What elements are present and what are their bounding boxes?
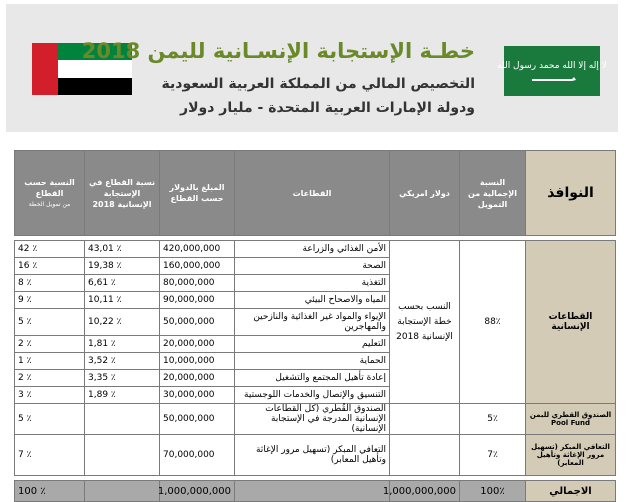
total-sector <box>235 481 390 502</box>
sector-ratio: ٪ 10,11 <box>85 292 160 309</box>
sector-name: الإيواء والمواد غير الغذائية والنازحين والمهاجرين <box>235 309 390 336</box>
sector-share: ٪ 1 <box>15 353 85 370</box>
sector-ratio: ٪ 3,35 <box>85 370 160 387</box>
page-subtitle-1: التخصيص المالي من المملكة العربية السعودية <box>161 76 475 92</box>
sector-amount: 90,000,000 <box>160 292 235 309</box>
sector-ratio: ٪ 43,01 <box>85 241 160 258</box>
sector-amount: 80,000,000 <box>160 275 235 292</box>
sector-share: ٪ 42 <box>15 241 85 258</box>
sector-name: الأمن الغذائي والزراعة <box>235 241 390 258</box>
pool-fund-sector-ratio <box>85 404 160 435</box>
col-total-ratio: النسبة الإجمالية من التمويل <box>460 151 526 236</box>
pool-fund-label: الصندوق القطري للبمن Pool Fund <box>526 404 616 435</box>
sector-name: إعادة تأهيل المجتمع والتشغيل <box>235 370 390 387</box>
sector-ratio: ٪ 10,22 <box>85 309 160 336</box>
col-amount: المبلغ بالدولار حسب القطاع <box>160 151 235 236</box>
sector-amount: 10,000,000 <box>160 353 235 370</box>
sector-amount: 50,000,000 <box>160 309 235 336</box>
table-row-total <box>15 481 616 502</box>
sector-share: ٪ 3 <box>15 387 85 404</box>
early-recovery-label: التعافي المبكر (تسهيل مرور الإغاثة وتأهيل المعابر) <box>526 435 616 476</box>
page-title: خطـة الإستجابة الإنسـانية لليمن 2018 <box>81 39 475 63</box>
table-row-early-recovery <box>15 435 616 476</box>
table-row-pool-fund <box>15 404 616 435</box>
col-usd: دولار امريكي <box>390 151 460 236</box>
sector-name: المياه والاصحاح البيئي <box>235 292 390 309</box>
header-banner <box>6 4 618 132</box>
col-sectors: القطاعات <box>235 151 390 236</box>
sector-share: ٪ 2 <box>15 370 85 387</box>
col-sector-funding-ratio-title: النسبة حسب القطاع <box>24 177 75 198</box>
sector-ratio: ٪ 3,52 <box>85 353 160 370</box>
early-recovery-sector: التعافي المبكر (تسهيل مرور الإغاثة وتأهيل المعابر) <box>235 435 390 476</box>
col-windows: النوافذ <box>526 151 616 236</box>
total-usd: 1,000,000,000 <box>390 481 460 502</box>
early-recovery-amount: 70,000,000 <box>160 435 235 476</box>
sector-amount: 30,000,000 <box>160 387 235 404</box>
sector-name: التنسيق والإتصال والخدمات اللوجستية <box>235 387 390 404</box>
col-sector-funding-ratio <box>15 151 85 236</box>
humanitarian-note: النسب بحسب خطة الإستجابة الإنسانية 2018 <box>390 241 460 404</box>
sector-name: الحماية <box>235 353 390 370</box>
sector-ratio: ٪ 6,61 <box>85 275 160 292</box>
sector-share: ٪ 5 <box>15 309 85 336</box>
pool-fund-sector: الصندوق القُطري (كل القطاعات الإنسانية المدرجة في الإستجابة الإنسانية) <box>235 404 390 435</box>
sector-share: ٪ 2 <box>15 336 85 353</box>
saudi-flag-icon <box>497 46 607 96</box>
total-ratio: 100٪ <box>460 481 526 502</box>
sector-name: التعليم <box>235 336 390 353</box>
total-sector-ratio <box>85 481 160 502</box>
col-sector-funding-ratio-sub: من تمويل الخطة <box>28 200 71 208</box>
sector-share: ٪ 16 <box>15 258 85 275</box>
total-share: ٪ 100 <box>15 481 85 502</box>
sector-amount: 20,000,000 <box>160 336 235 353</box>
early-recovery-share: ٪ 7 <box>15 435 85 476</box>
sector-ratio: ٪ 19,38 <box>85 258 160 275</box>
sector-amount: 160,000,000 <box>160 258 235 275</box>
sector-ratio: ٪ 1,89 <box>85 387 160 404</box>
humanitarian-label: القطاعات الإنسانية <box>526 241 616 404</box>
saudi-flag-shahada: لا إله إلا الله محمد رسول الله <box>497 61 607 71</box>
sector-share: ٪ 9 <box>15 292 85 309</box>
sector-ratio: ٪ 1,81 <box>85 336 160 353</box>
pool-fund-usd <box>390 404 460 435</box>
pool-fund-share: ٪ 5 <box>15 404 85 435</box>
sector-name: التغذية <box>235 275 390 292</box>
humanitarian-ratio: 88٪ <box>460 241 526 404</box>
early-recovery-usd <box>390 435 460 476</box>
sector-amount: 420,000,000 <box>160 241 235 258</box>
table-row <box>15 241 616 258</box>
allocation-table <box>14 150 616 502</box>
pool-fund-ratio: 5٪ <box>460 404 526 435</box>
total-label: الاجمالي <box>526 481 616 502</box>
early-recovery-sector-ratio <box>85 435 160 476</box>
col-sector-ratio: نسبة القطاع في الإستجابة الإنسانية 2018 <box>85 151 160 236</box>
pool-fund-amount: 50,000,000 <box>160 404 235 435</box>
sector-name: الصحة <box>235 258 390 275</box>
page-subtitle-2: ودولة الإمارات العربية المتحدة - مليار دولار <box>180 100 475 116</box>
sector-share: ٪ 8 <box>15 275 85 292</box>
total-amount: 1,000,000,000 <box>160 481 235 502</box>
early-recovery-ratio: 7٪ <box>460 435 526 476</box>
sector-amount: 20,000,000 <box>160 370 235 387</box>
